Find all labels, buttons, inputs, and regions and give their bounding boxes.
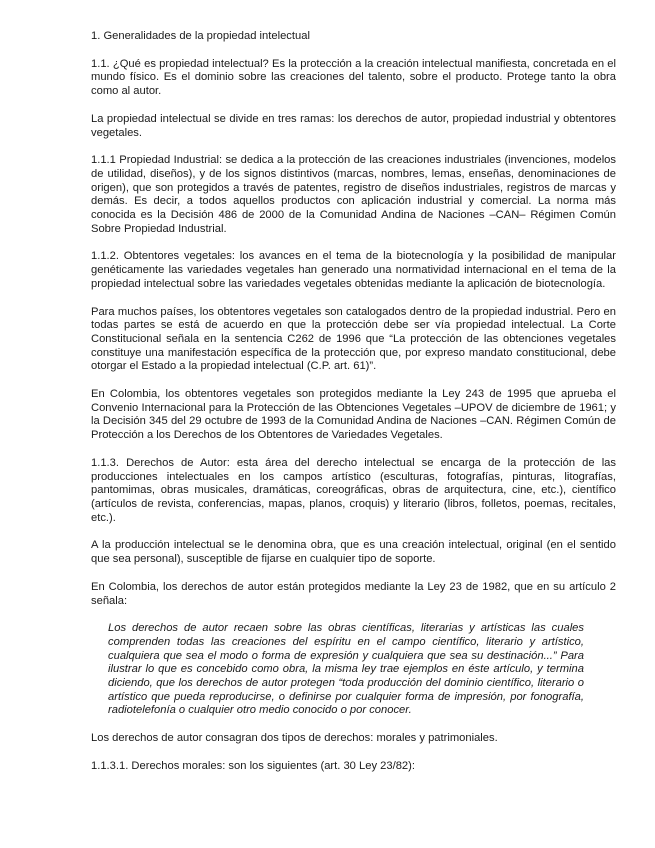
paragraph-tres-ramas: La propiedad intelectual se divide en tres ramas: los derechos de autor, propiedad industrial y obtentores vegetales. (91, 112, 616, 139)
section-heading: 1. Generalidades de la propiedad intelectual (91, 30, 310, 42)
paragraph-obra: A la producción intelectual se le denomina obra, que es una creación intelectual, original (en el sentido que sea personal), susceptible de fijarse en cualquier tipo de soporte. (91, 539, 616, 566)
paragraph-derechos-morales: 1.1.3.1. Derechos morales: son los siguientes (art. 30 Ley 23/82): (91, 759, 415, 772)
paragraph-obtentores-vegetales: 1.1.2. Obtentores vegetales: los avances en el tema de la biotecnología y la posibilidad de manipular genéticamente las variedades vegetales han generado una normatividad internacional en el tema de la propiedad intelectual sobre las variedades vegetales obtenidas mediante la aplicación de biotecnología. (91, 250, 616, 290)
document-page (91, 30, 616, 774)
paragraph-que-es-propiedad-intelectual: 1.1. ¿Qué es propiedad intelectual? Es la protección a la creación intelectual manifiesta, concretada en el mundo físico. Es el dominio sobre las creaciones del talento, sobre el producto. Protege tanto la obra como al autor. (91, 57, 616, 98)
paragraph-derechos-de-autor: 1.1.3. Derechos de Autor: esta área del derecho intelectual se encarga de la protección de las producciones intelectuales en los campos artístico (esculturas, fotografías, pinturas, litografías, pantomimas, obras musicales, dramáticas, coreográficas, obras de arquitectura, cine, etc.), científico (artículos de revista, conferencias, mapas, planos, croquis) y literario (libros, folletos, poemas, recitales, etc.). (91, 456, 616, 524)
block-quote-articulo-2: Los derechos de autor recaen sobre las obras científicas, literarias y artísticas las cuales comprenden todas las creaciones del espíritu en el campo científico, literario y artístico, cualquiera que sea el modo o forma de expresión y cualquiera que sea su destinación...” Para ilustrar lo que es concebido como obra, la misma ley trae ejemplos en éste artículo, y termina diciendo, que los derechos de autor protegen “toda producción del dominio científico, literario o artístico que pueda reproducirse, o definirse por cualquier forma de impresión, por fonografía, radiotelefonía o cualquier otro medio conocido o por conocer. (108, 622, 584, 717)
paragraph-propiedad-industrial: 1.1.1 Propiedad Industrial: se dedica a la protección de las creaciones industriales (invenciones, modelos de utilidad, diseños), y de los signos distintivos (marcas, nombres, lemas, enseñas, denominaciones de origen), que son protegidos a través de patentes, registro de diseños industriales, registros de marcas y demás. Es decir, a todos aquellos productos con aplicación industrial y comercial. La norma más conocida es la Decisión 486 de 2000 de la Comunidad Andina de Naciones –CAN– Régimen Común Sobre Propiedad Industrial. (91, 154, 616, 235)
paragraph-tipos-de-derechos: Los derechos de autor consagran dos tipos de derechos: morales y patrimoniales. (91, 732, 498, 745)
paragraph-ley-23: En Colombia, los derechos de autor están protegidos mediante la Ley 23 de 1982, que en su artículo 2 señala: (91, 580, 616, 607)
paragraph-ley-243: En Colombia, los obtentores vegetales son protegidos mediante la Ley 243 de 1995 que aprueba el Convenio Internacional para la Protección de las Obtenciones Vegetales –UPOV de diciembre de 1961; y la Decisión 345 del 29 octubre de 1993 de la Comunidad Andina de Naciones –CAN. Régimen Común de Protección a los Derechos de los Obtentores de Variedades Vegetales. (91, 388, 616, 442)
paragraph-corte-constitucional: Para muchos países, los obtentores vegetales son catalogados dentro de la propiedad industrial. Pero en todas partes se está de acuerdo en que la protección debe ser vía propiedad intelectual. La Corte Constitucional señala en la sentencia C262 de 1996 que “La protección de las obtenciones vegetales constituye una manifestación específica de la protección que, por expreso mandato constitucional, debe otorgar el Estado a la propiedad intelectual (C.P. art. 61)”. (91, 305, 616, 373)
